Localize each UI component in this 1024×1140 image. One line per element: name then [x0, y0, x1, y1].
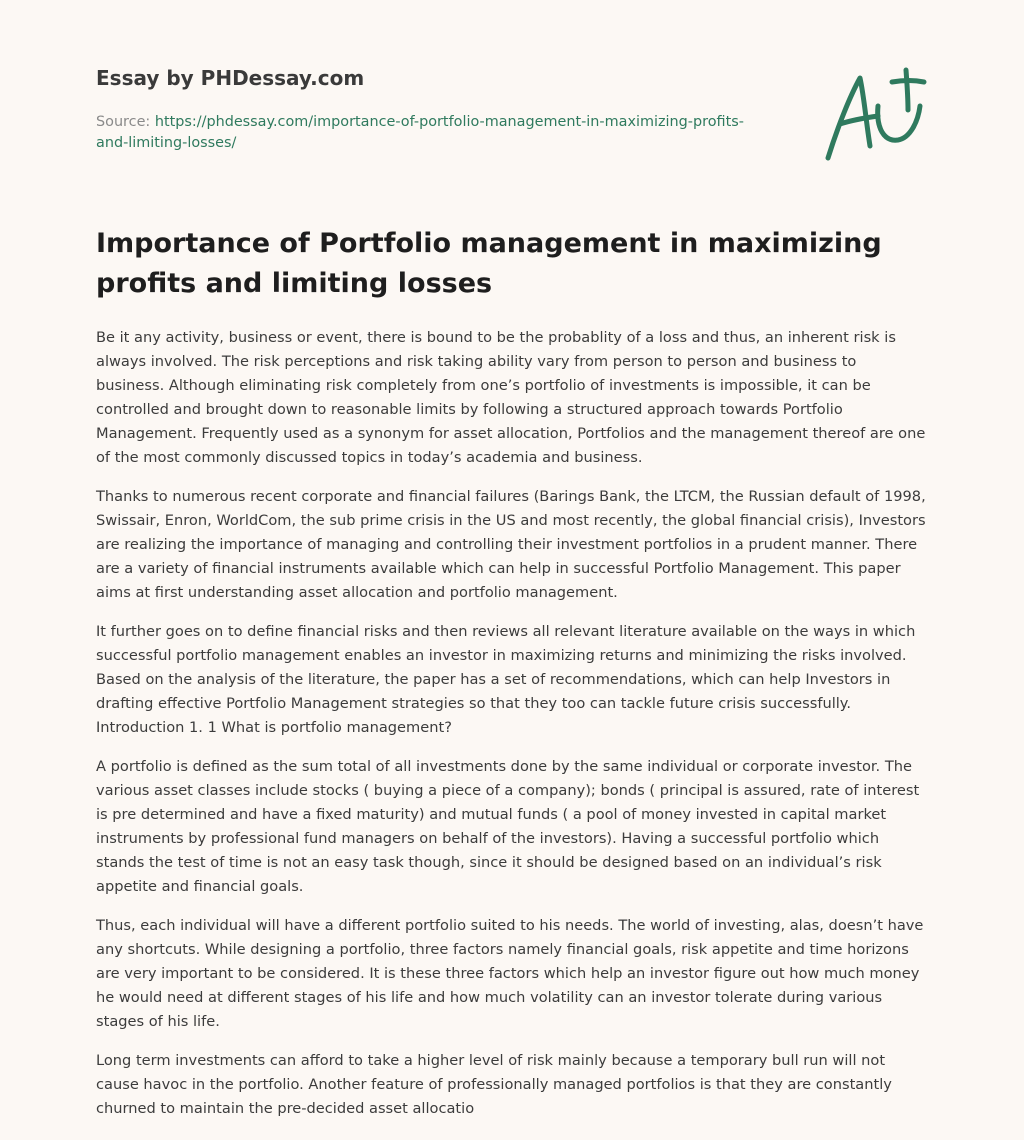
- essay-paragraph: Long term investments can afford to take a higher level of risk mainly because a temporary bull run will not cause havoc in the portfolio. Another feature of professionally managed portfolios is that they are constantly churned to maintain the pre-decided asset allocatio: [96, 1052, 892, 1117]
- site-header: [96, 62, 776, 154]
- source-line: [96, 112, 776, 154]
- a-plus-grade-logo: [818, 66, 928, 166]
- essay-paragraph: It further goes on to define financial risks and then reviews all relevant literature available on the ways in which successful portfolio management enables an investor in maximizing returns and minimizing the risks involved. Based on the analysis of the literature, the paper has a set of recommendations, which can help Investors in drafting effective Portfolio Management strategies so that they too can tackle future crisis successfully. Introduction 1. 1 What is portfolio management?: [96, 623, 916, 736]
- source-link[interactable]: https://phdessay.com/importance-of-portfolio-management-in-maximizing-profits-and-limiting-losses/: [96, 114, 744, 151]
- essay-title: Importance of Portfolio management in maximizing profits and limiting losses: [96, 228, 882, 299]
- essay-paragraph: Be it any activity, business or event, there is bound to be the probablity of a loss and thus, an inherent risk is always involved. The risk perceptions and risk taking ability vary from person to person and business to business. Although eliminating risk completely from one’s portfolio of investments is impossible, it can be controlled and brought down to reasonable limits by following a structured approach towards Portfolio Management. Frequently used as a synonym for asset allocation, Portfolios and the management thereof are one of the most commonly discussed topics in today’s academia and business.: [96, 329, 926, 466]
- essay-paragraph: Thus, each individual will have a different portfolio suited to his needs. The world of investing, alas, doesn’t have any shortcuts. While designing a portfolio, three factors namely financial goals, risk appetite and time horizons are very important to be considered. It is these three factors which help an investor figure out how much money he would need at different stages of his life and how much volatility can an investor tolerate during various stages of his life.: [96, 917, 924, 1030]
- essay-paragraph: Thanks to numerous recent corporate and financial failures (Barings Bank, the LTCM, the Russian default of 1998, Swissair, Enron, WorldCom, the sub prime crisis in the US and most recently, the global financial crisis), Investors are realizing the importance of managing and controlling their investment portfolios in a prudent manner. There are a variety of financial instruments available which can help in successful Portfolio Management. This paper aims at first understanding asset allocation and portfolio management.: [96, 488, 926, 601]
- site-title: Essay by PHDessay.com: [96, 66, 365, 90]
- essay-paragraph: A portfolio is defined as the sum total of all investments done by the same individual or corporate investor. The various asset classes include stocks ( buying a piece of a company); bonds ( principal is assured, rate of interest is pre determined and have a fixed maturity) and mutual funds ( a pool of money invested in capital market instruments by professional fund managers on behalf of the investors). Having a successful portfolio which stands the test of time is not an easy task though, since it should be designed based on an individual’s risk appetite and financial goals.: [96, 758, 920, 895]
- essay-body: [96, 326, 928, 1121]
- essay-content: [96, 224, 928, 1136]
- source-label: Source:: [96, 114, 151, 130]
